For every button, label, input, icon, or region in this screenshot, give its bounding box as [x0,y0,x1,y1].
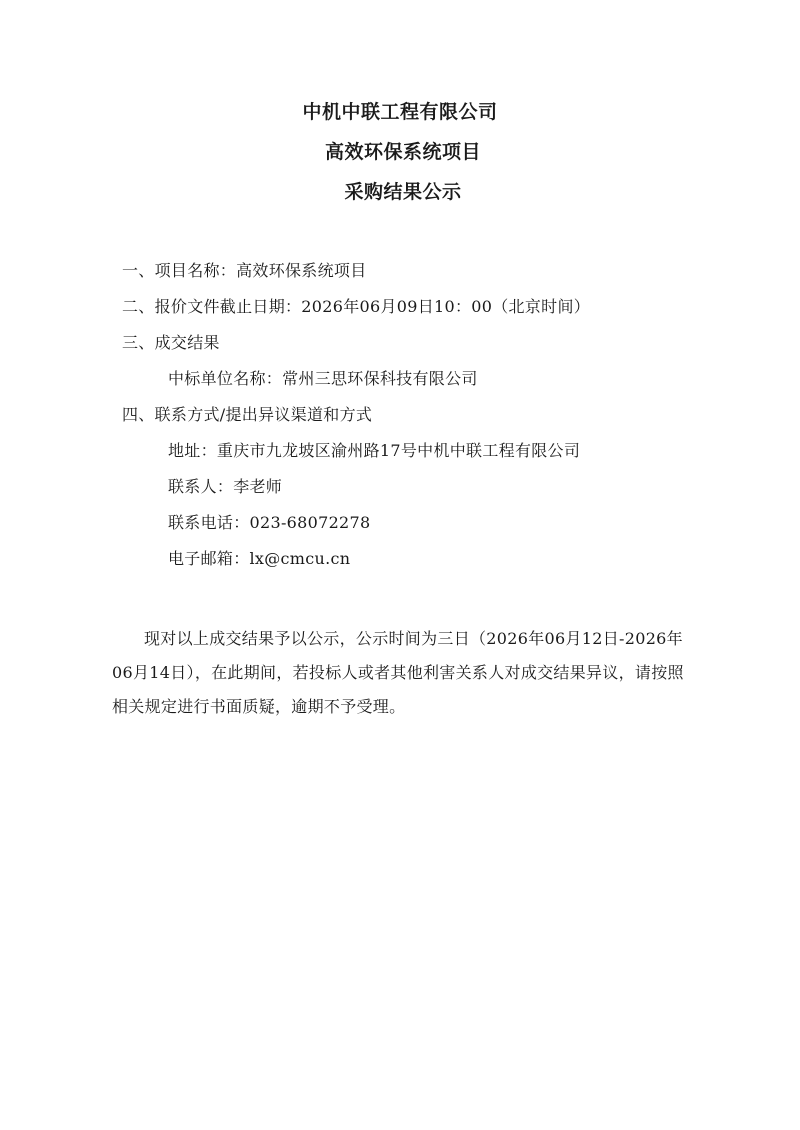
item-project-name: 一、项目名称：高效环保系统项目 [122,261,367,280]
item-deadline: 二、报价文件截止日期：2026年06月09日10：00（北京时间） [122,297,591,316]
project-title: 高效环保系统项目 [324,141,481,163]
item-email: 电子邮箱：lx@cmcu.cn [168,549,351,568]
item-result-heading: 三、成交结果 [122,333,220,352]
item-winning-bidder: 中标单位名称：常州三思环保科技有限公司 [168,369,478,388]
item-contact-person: 联系人：李老师 [168,477,283,496]
title-block [0,92,800,212]
item-contact-heading: 四、联系方式/提出异议渠道和方式 [122,405,373,424]
notice-paragraph [112,622,692,724]
item-phone: 联系电话：023-68072278 [168,513,371,532]
details-section [122,253,682,577]
notice-heading: 采购结果公示 [344,181,462,203]
company-title: 中机中联工程有限公司 [302,101,498,123]
item-address: 地址：重庆市九龙坡区渝州路17号中机中联工程有限公司 [168,441,581,460]
notice-text: 现对以上成交结果予以公示，公示时间为三日（2026年06月12日-2026年06月14日），在此期间，若投标人或者其他利害关系人对成交结果异议，请按照相关规定进行书面质疑，逾期不予受理。 [112,629,684,716]
